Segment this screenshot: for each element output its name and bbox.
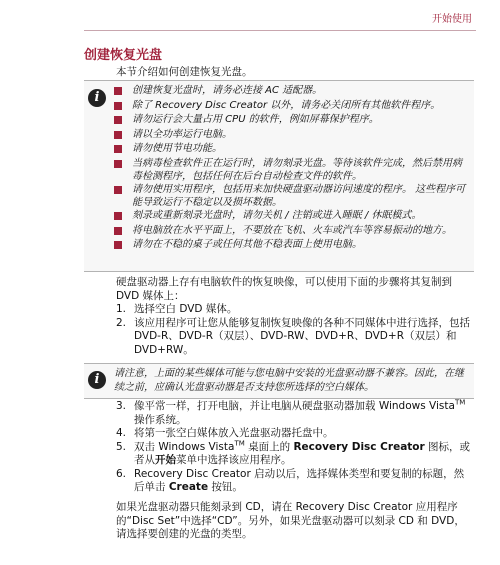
media-compat-note: 请注意，上面的某些媒体可能与您电脑中安装的光盘驱动器不兼容。因此，在继续之前，应确认光盘驱动器是否支持您所选择的空白媒体。 [114, 368, 464, 393]
steps-list-a [116, 303, 474, 357]
paragraph-recovery-image: 硬盘驱动器上存有电脑软件的恢复映像，可以使用下面的步骤将其复制到 DVD 媒体上： [116, 276, 452, 302]
info-icon: i [88, 371, 106, 389]
bullet-square-icon [114, 160, 122, 168]
header-section-label: 开始使用 [432, 14, 472, 25]
bullet-square-icon [114, 131, 122, 139]
step-item: 3. 像平常一样，打开电脑，并让电脑从硬盘驱动器加载 Windows Vista™操作系统。 [116, 398, 466, 426]
notes-list [114, 84, 468, 253]
step-item: 5. 双击 Windows Vista™ 桌面上的 Recovery Disc Creator 图标，或者从开始菜单中选择该应用程序。 [116, 439, 471, 466]
header-divider [84, 30, 476, 31]
step-item: 6. Recovery Disc Creator 启动以后，选择媒体类型和要复制的标题，然后单击 Create 按钮。 [116, 467, 465, 493]
steps-list-b [116, 400, 474, 495]
bullet-square-icon [114, 102, 122, 110]
bullet-square-icon [114, 87, 122, 95]
note-item: 请勿运行会大量占用 CPU 的软件，例如屏幕保护程序。 [114, 113, 468, 128]
page-title: 创建恢复光盘 [84, 48, 163, 63]
bullet-square-icon [114, 186, 122, 194]
note-item: 创建恢复光盘时，请务必连接 AC 适配器。 [114, 84, 468, 99]
note-item: 除了 Recovery Disc Creator 以外，请务必关闭所有其他软件程序。 [114, 99, 468, 114]
bullet-square-icon [114, 145, 122, 153]
note-item: 将电脑放在水平平面上，不要放在飞机、火车或汽车等容易振动的地方。 [114, 224, 468, 239]
notes-box [84, 80, 474, 272]
note-item: 请以全功率运行电脑。 [114, 128, 468, 143]
note-item: 请勿使用实用程序，包括用来加快硬盘驱动器访问速度的程序。 这些程序可能导致运行不稳定以及损坏数据。 [114, 183, 468, 209]
info-icon: i [88, 89, 106, 107]
note-item: 请勿使用节电功能。 [114, 142, 468, 157]
bullet-square-icon [114, 116, 122, 124]
bullet-square-icon [114, 241, 122, 249]
note-item: 请勿在不稳的桌子或任何其他不稳表面上使用电脑。 [114, 238, 468, 253]
step-item: 4. 将第一张空白媒体放入光盘驱动器托盘中。 [116, 427, 334, 439]
intro-text: 本节介绍如何创建恢复光盘。 [116, 66, 253, 78]
note-item: 当病毒检查软件正在运行时，请勿刻录光盘。等待该软件完成，然后禁用病毒检测程序，包括任何在后台自动检查文件的软件。 [114, 157, 468, 183]
bullet-square-icon [114, 227, 122, 235]
bullet-square-icon [114, 212, 122, 220]
paragraph-disc-set: 如果光盘驱动器只能刻录到 CD，请在 Recovery Disc Creator 应用程序的“Disc Set”中选择“CD”。另外，如果光盘驱动器可以刻录 CD 和 DVD，请选择要创建的光盘的类型。 [116, 501, 465, 540]
step-item: 1. 选择空白 DVD 媒体。 [116, 303, 238, 315]
step-item: 2. 该应用程序可让您从能够复制恢复映像的各种不同媒体中进行选择，包括 DVD-R、DVD-R（双层）、DVD-RW、DVD+R、DVD+R（双层）和 DVD+RW。 [116, 316, 470, 356]
media-compat-note-box [84, 363, 474, 399]
note-item: 刻录或重新刻录光盘时，请勿关机 / 注销或进入睡眠 / 休眠模式。 [114, 209, 468, 224]
